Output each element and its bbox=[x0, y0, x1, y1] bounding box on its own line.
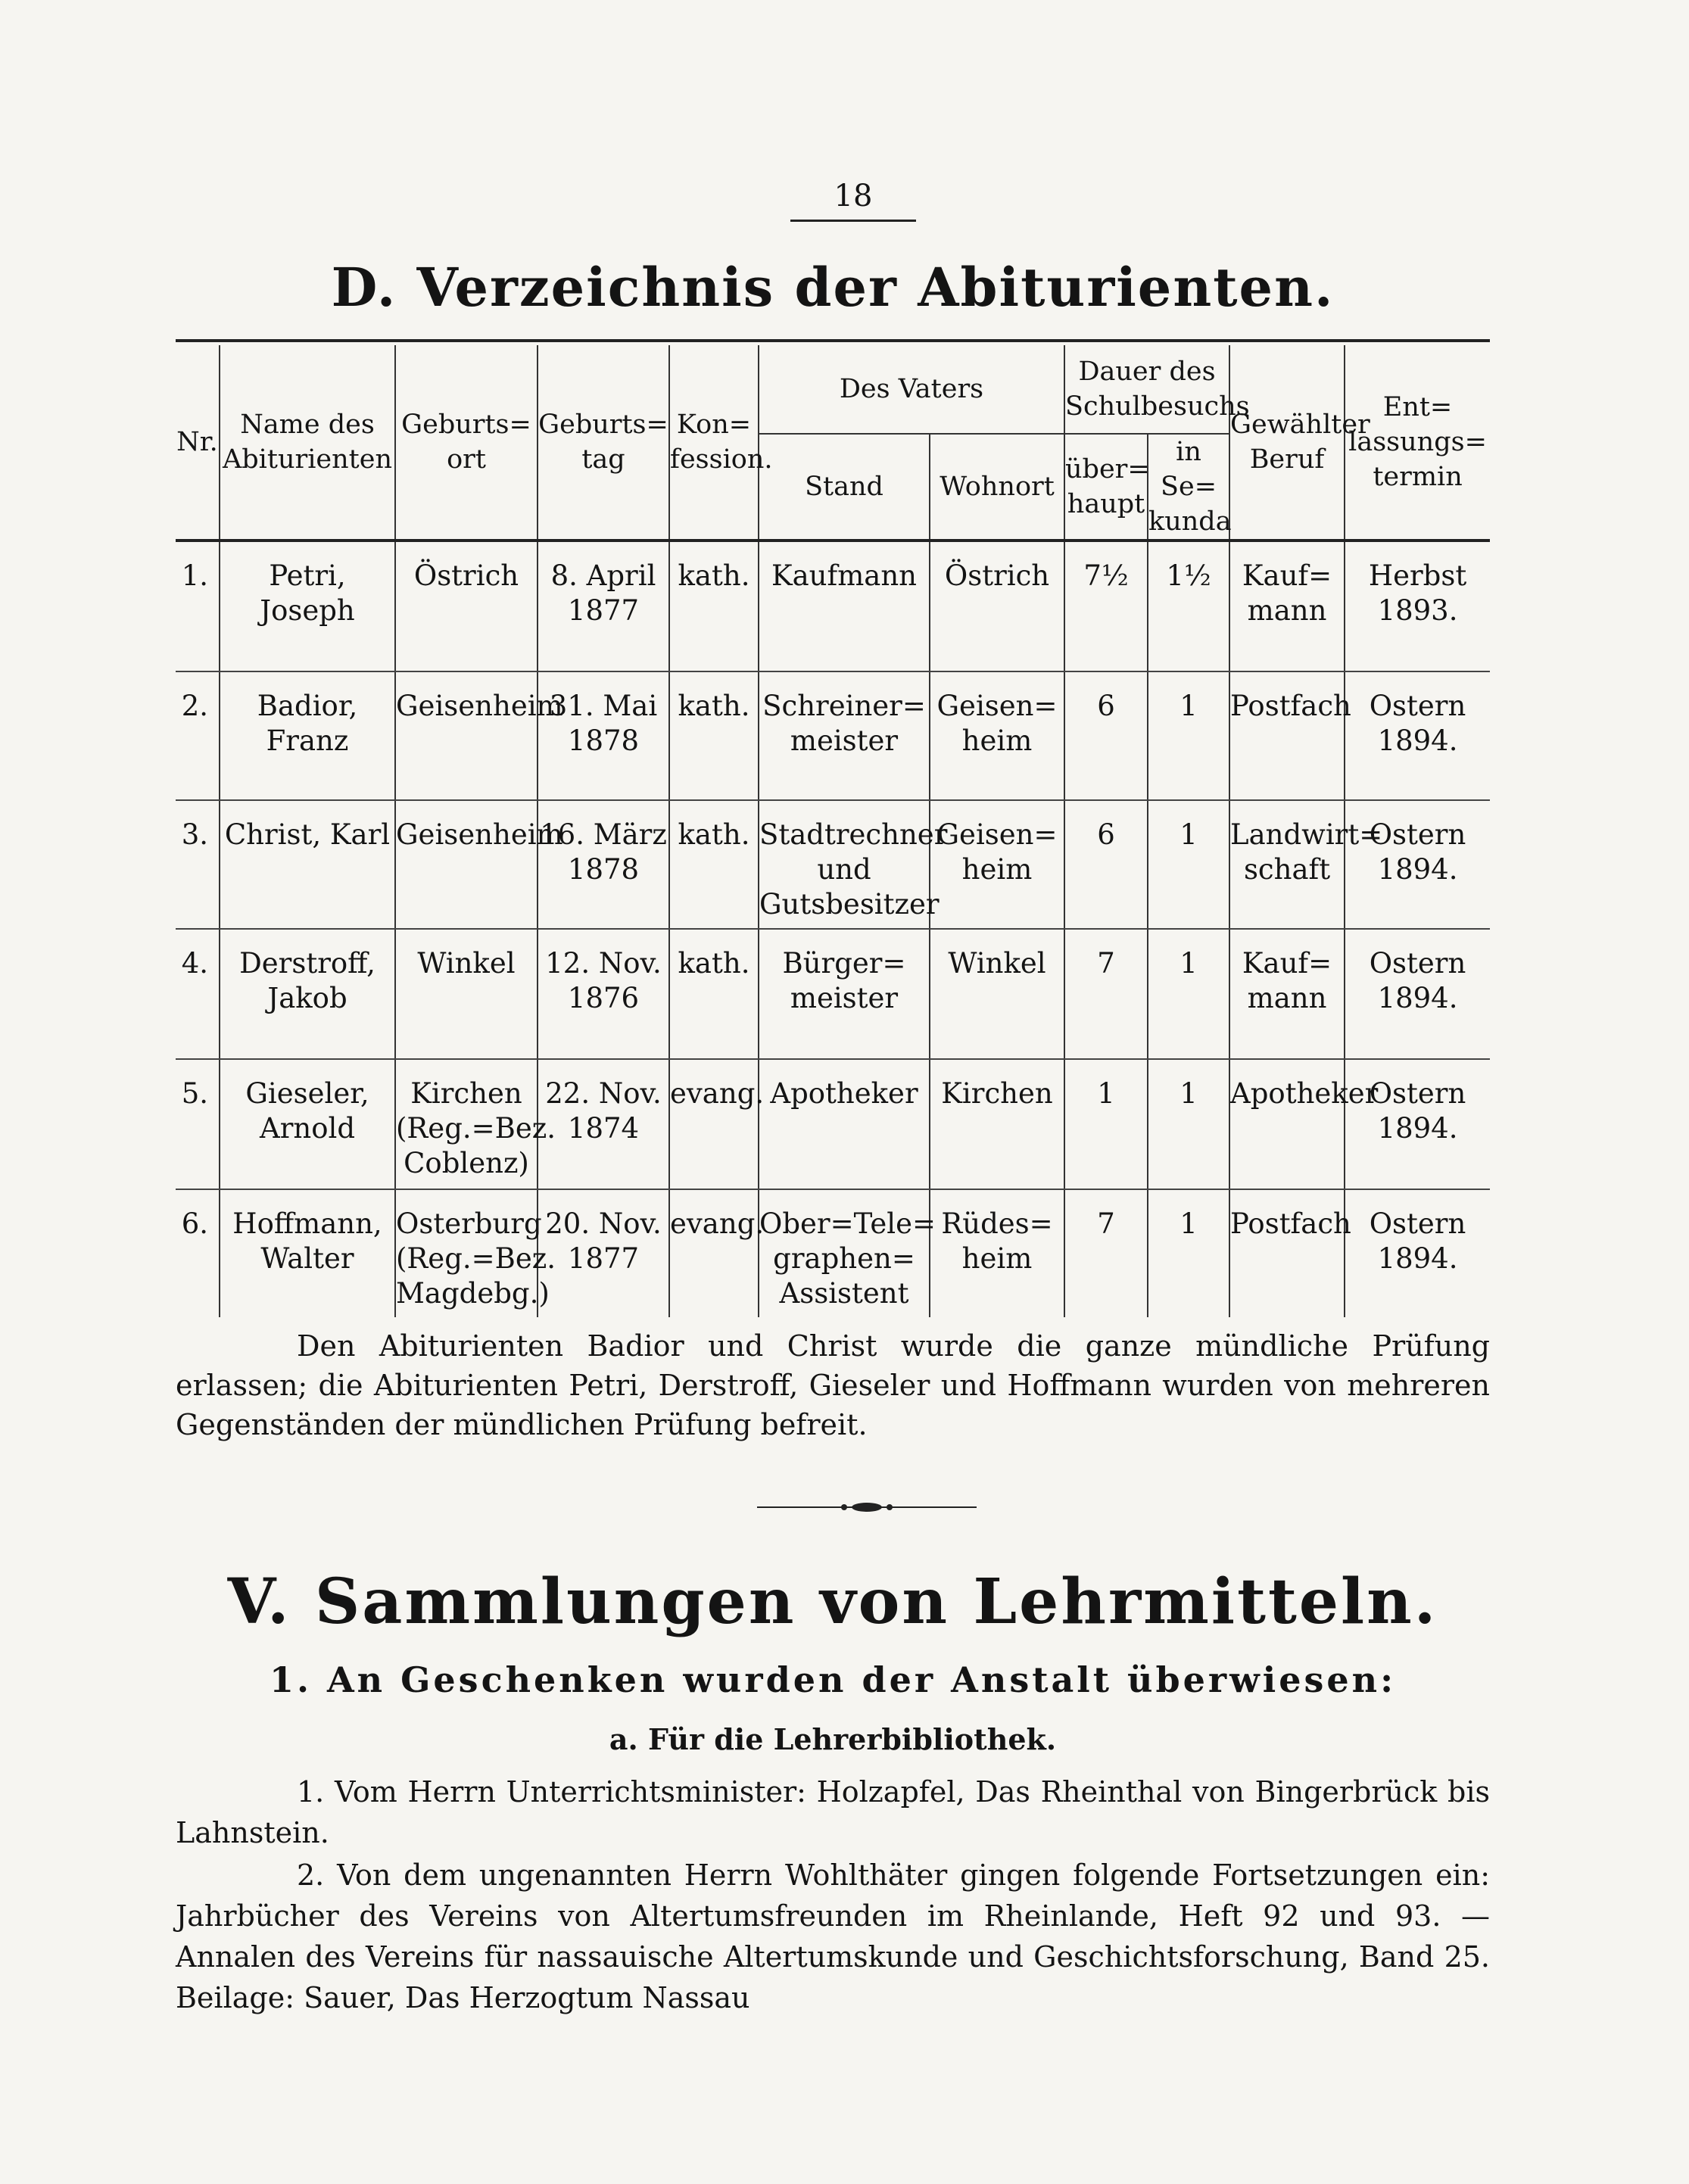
cell-total-years: 7 bbox=[1064, 929, 1148, 1059]
cell-birthplace: Geisenheim bbox=[395, 800, 538, 929]
cell-profession: Postfach bbox=[1229, 671, 1345, 800]
cell-birthplace: Geisenheim bbox=[395, 671, 538, 800]
cell-father-residence: Geisen= heim bbox=[930, 671, 1064, 800]
header-nr: Nr. bbox=[176, 345, 220, 541]
cell-father-residence: Kirchen bbox=[930, 1059, 1064, 1189]
page-number-rule bbox=[790, 220, 916, 222]
teacher-library-heading: a. Für die Lehrerbibliothek. bbox=[609, 1722, 1057, 1756]
cell-profession: Kauf= mann bbox=[1229, 541, 1345, 671]
cell-confession: evang. bbox=[669, 1189, 759, 1317]
cell-confession: kath. bbox=[669, 541, 759, 671]
cell-nr: 5. bbox=[176, 1059, 220, 1189]
table-row bbox=[176, 929, 1490, 1059]
cell-name: Badior, Franz bbox=[220, 671, 395, 800]
cell-sekunda-years: 1 bbox=[1148, 800, 1229, 929]
cell-father-occupation: Bürger= meister bbox=[759, 929, 930, 1059]
cell-total-years: 1 bbox=[1064, 1059, 1148, 1189]
cell-father-occupation: Ober=Tele= graphen= Assistent bbox=[759, 1189, 930, 1317]
cell-nr: 4. bbox=[176, 929, 220, 1059]
cell-sekunda-years: 1½ bbox=[1148, 541, 1229, 671]
cell-father-occupation: Apotheker bbox=[759, 1059, 930, 1189]
cell-name: Petri, Joseph bbox=[220, 541, 395, 671]
cell-nr: 2. bbox=[176, 671, 220, 800]
header-father: Des Vaters bbox=[759, 345, 1064, 434]
cell-birthdate: 8. April 1877 bbox=[538, 541, 669, 671]
cell-discharge: Ostern 1894. bbox=[1345, 929, 1490, 1059]
header-duration: Dauer des Schulbesuchs bbox=[1064, 345, 1229, 434]
cell-birthdate: 22. Nov. 1874 bbox=[538, 1059, 669, 1189]
cell-profession: Kauf= mann bbox=[1229, 929, 1345, 1059]
cell-father-occupation: Kaufmann bbox=[759, 541, 930, 671]
table-row bbox=[176, 1189, 1490, 1317]
paragraph-1: 1. Vom Herrn Unterrichtsminister: Holzapfel, Das Rheinthal von Bingerbrück bis Lahnstein. bbox=[176, 1775, 1490, 1849]
cell-discharge: Ostern 1894. bbox=[1345, 671, 1490, 800]
cell-total-years: 6 bbox=[1064, 671, 1148, 800]
cell-sekunda-years: 1 bbox=[1148, 671, 1229, 800]
cell-father-occupation: Stadtrechner und Gutsbesitzer bbox=[759, 800, 930, 929]
cell-sekunda-years: 1 bbox=[1148, 1189, 1229, 1317]
exam-note: Den Abiturienten Badior und Christ wurde die ganze mündliche Prüfung erlassen; die Abiturienten Petri, Derstroff, Gieseler und Hoffmann wurden von mehreren Gegenständen der mündlichen Prüfung befreit. bbox=[176, 1329, 1490, 1441]
cell-total-years: 7 bbox=[1064, 1189, 1148, 1317]
graduates-table bbox=[176, 345, 1490, 1317]
header-birthdate: Geburts= tag bbox=[538, 345, 669, 541]
cell-birthplace: Winkel bbox=[395, 929, 538, 1059]
header-sekunda-years: in Se= kunda bbox=[1148, 434, 1229, 541]
cell-profession: Apotheker bbox=[1229, 1059, 1345, 1189]
cell-birthdate: 12. Nov. 1876 bbox=[538, 929, 669, 1059]
header-discharge: Ent= lassungs= termin bbox=[1345, 345, 1490, 541]
cell-total-years: 7½ bbox=[1064, 541, 1148, 671]
graduates-table-wrap bbox=[176, 339, 1490, 1317]
section-title: V. Sammlungen von Lehrmitteln. bbox=[227, 1566, 1438, 1638]
paragraph-2: 2. Von dem ungenannten Herrn Wohlthäter gingen folgende Fortsetzungen ein: Jahrbücher des Vereins von Altertumsfreunden im Rheinlande, Heft 92 und 93. — Annalen des Vereins für nassauische Altertumskunde und Geschichtsforschung, Band 25. Beilage: Sauer, Das Herzogtum Nassau bbox=[176, 1858, 1490, 2014]
cell-confession: kath. bbox=[669, 929, 759, 1059]
cell-nr: 1. bbox=[176, 541, 220, 671]
cell-father-occupation: Schreiner= meister bbox=[759, 671, 930, 800]
table-row bbox=[176, 1059, 1490, 1189]
cell-discharge: Ostern 1894. bbox=[1345, 800, 1490, 929]
cell-father-residence: Östrich bbox=[930, 541, 1064, 671]
header-birthplace: Geburts= ort bbox=[395, 345, 538, 541]
table-top-rule bbox=[176, 339, 1490, 342]
cell-father-residence: Winkel bbox=[930, 929, 1064, 1059]
cell-confession: kath. bbox=[669, 671, 759, 800]
cell-sekunda-years: 1 bbox=[1148, 929, 1229, 1059]
header-father-occupation: Stand bbox=[759, 434, 930, 541]
cell-father-residence: Geisen= heim bbox=[930, 800, 1064, 929]
cell-name: Christ, Karl bbox=[220, 800, 395, 929]
cell-name: Gieseler, Arnold bbox=[220, 1059, 395, 1189]
cell-birthplace: Kirchen (Reg.=Bez. Coblenz) bbox=[395, 1059, 538, 1189]
table-row bbox=[176, 671, 1490, 800]
cell-profession: Landwirt= schaft bbox=[1229, 800, 1345, 929]
header-father-residence: Wohnort bbox=[930, 434, 1064, 541]
cell-discharge: Herbst 1893. bbox=[1345, 541, 1490, 671]
cell-discharge: Ostern 1894. bbox=[1369, 1207, 1466, 1275]
cell-birthdate: 20. Nov. 1877 bbox=[538, 1189, 669, 1317]
cell-birthplace: Östrich bbox=[395, 541, 538, 671]
cell-birthdate: 31. Mai 1878 bbox=[538, 671, 669, 800]
header-profession: Gewählter Beruf bbox=[1229, 345, 1345, 541]
cell-discharge: Ostern 1894. bbox=[1345, 1059, 1490, 1189]
cell-nr: 6. bbox=[176, 1189, 220, 1317]
cell-birthdate: 16. März 1878 bbox=[538, 800, 669, 929]
cell-profession: Postfach bbox=[1229, 1189, 1345, 1317]
header-name: Name des Abiturienten bbox=[220, 345, 395, 541]
header-total-years: über= haupt bbox=[1064, 434, 1148, 541]
gifts-heading: 1. An Geschenken wurden der Anstalt überwiesen: bbox=[269, 1659, 1397, 1700]
cell-nr: 3. bbox=[176, 800, 220, 929]
cell-confession: evang. bbox=[669, 1059, 759, 1189]
cell-confession: kath. bbox=[669, 800, 759, 929]
page-number: 18 bbox=[834, 179, 873, 213]
table-row bbox=[176, 800, 1490, 929]
cell-father-residence: Rüdes= heim bbox=[930, 1189, 1064, 1317]
cell-total-years: 6 bbox=[1064, 800, 1148, 929]
cell-sekunda-years: 1 bbox=[1148, 1059, 1229, 1189]
cell-name: Derstroff, Jakob bbox=[220, 929, 395, 1059]
ornament-divider bbox=[757, 1501, 977, 1513]
table-row bbox=[176, 541, 1490, 671]
header-confession: Kon= fession. bbox=[669, 345, 759, 541]
cell-name: Hoffmann, Walter bbox=[220, 1189, 395, 1317]
page-title: D. Verzeichnis der Abiturienten. bbox=[331, 256, 1335, 319]
cell-birthplace: Osterburg (Reg.=Bez. Magdebg.) bbox=[395, 1189, 538, 1317]
